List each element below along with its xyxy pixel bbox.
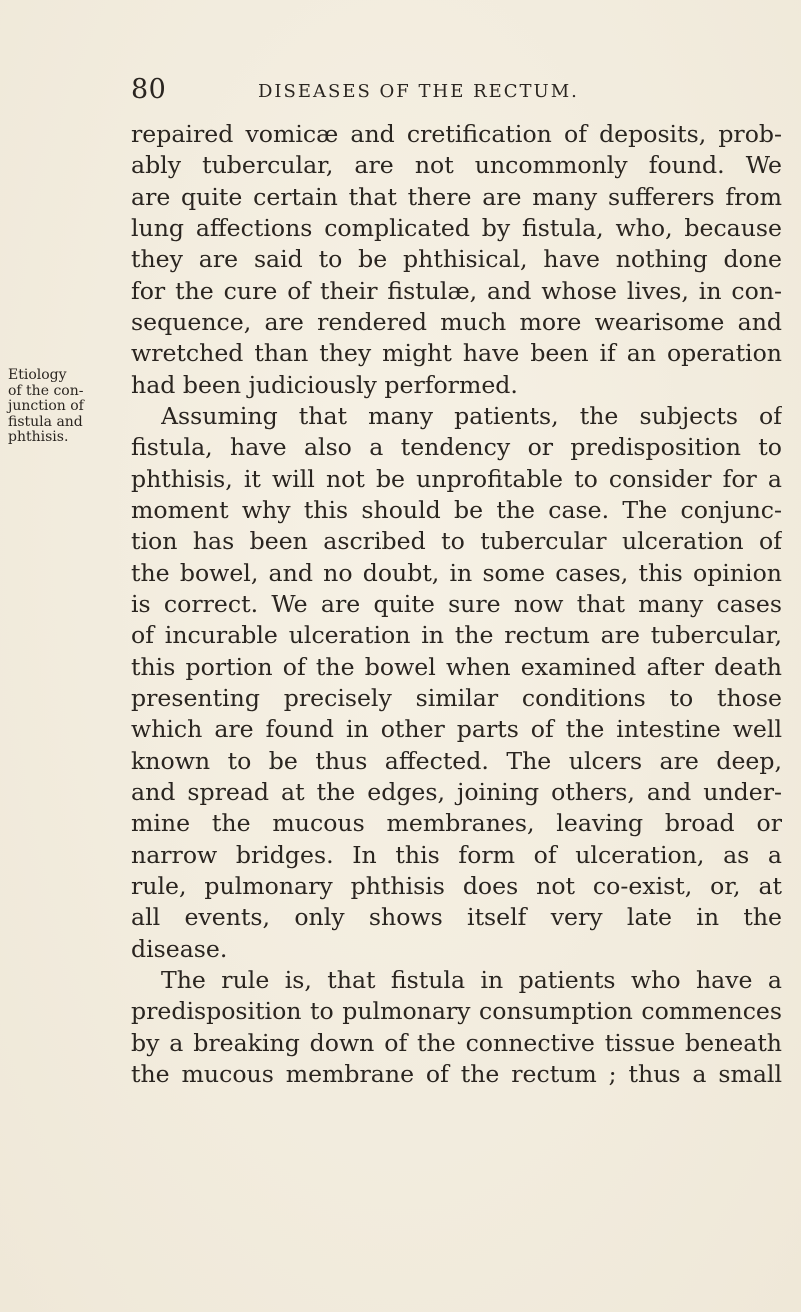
text-line: they are said to be phthisical, have nothing done [131,245,782,273]
text-line: mine the mucous membranes, leaving broad or [131,809,782,837]
margin-note-line: junction of [8,398,84,414]
text-line: this portion of the bowel when examined after death [131,653,782,681]
text-line: the bowel, and no doubt, in some cases, this opinion [131,559,782,587]
text-line: by a breaking down of the connective tissue beneath [131,1029,782,1057]
margin-note-line: fistula and [8,413,83,430]
text-line: which are found in other parts of the intestine well [131,715,782,743]
text-line: narrow bridges. In this form of ulceration, as a [131,841,782,869]
page-header [0,74,801,114]
running-head: DISEASES OF THE RECTUM. [258,81,579,102]
margin-note-line: phthisis. [8,429,69,445]
text-line: disease. [131,935,228,963]
text-line: sequence, are rendered much more wearisome and [131,308,782,336]
text-line: repaired vomicæ and cretification of deposits, prob- [131,120,782,148]
margin-note [8,368,128,446]
page-number: 80 [131,74,167,105]
text-line: for the cure of their fistulæ, and whose lives, in con- [131,277,782,305]
text-line: and spread at the edges, joining others, and under- [131,778,782,806]
text-line: moment why this should be the case. The conjunc- [131,496,782,524]
margin-note-line: of the con- [8,382,84,399]
margin-note-line: Etiology [8,367,67,383]
text-line: wretched than they might have been if an operation [131,339,782,367]
text-line: all events, only shows itself very late in the [131,903,782,931]
text-line: of incurable ulceration in the rectum are tubercular, [131,621,782,649]
text-line: Assuming that many patients, the subjects of [161,402,782,430]
text-line: predisposition to pulmonary consumption commences [131,997,782,1025]
text-line: known to be thus affected. The ulcers are deep, [131,747,782,775]
text-line: the mucous membrane of the rectum ; thus a small [131,1060,782,1088]
text-line: lung affections complicated by fistula, who, because [131,214,782,242]
text-line: rule, pulmonary phthisis does not co-exist, or, at [131,872,782,900]
text-line: presenting precisely similar conditions to those [131,684,782,712]
text-line: is correct. We are quite sure now that many cases [131,590,782,618]
text-line: ably tubercular, are not uncommonly found. We [131,151,782,179]
text-line: tion has been ascribed to tubercular ulceration of [131,527,782,555]
text-line: The rule is, that fistula in patients who have a [161,966,782,994]
text-line: fistula, have also a tendency or predisposition to [131,433,782,461]
text-line: are quite certain that there are many sufferers from [131,183,782,211]
text-line: had been judiciously performed. [131,371,518,399]
text-line: phthisis, it will not be unprofitable to consider for a [131,465,782,493]
